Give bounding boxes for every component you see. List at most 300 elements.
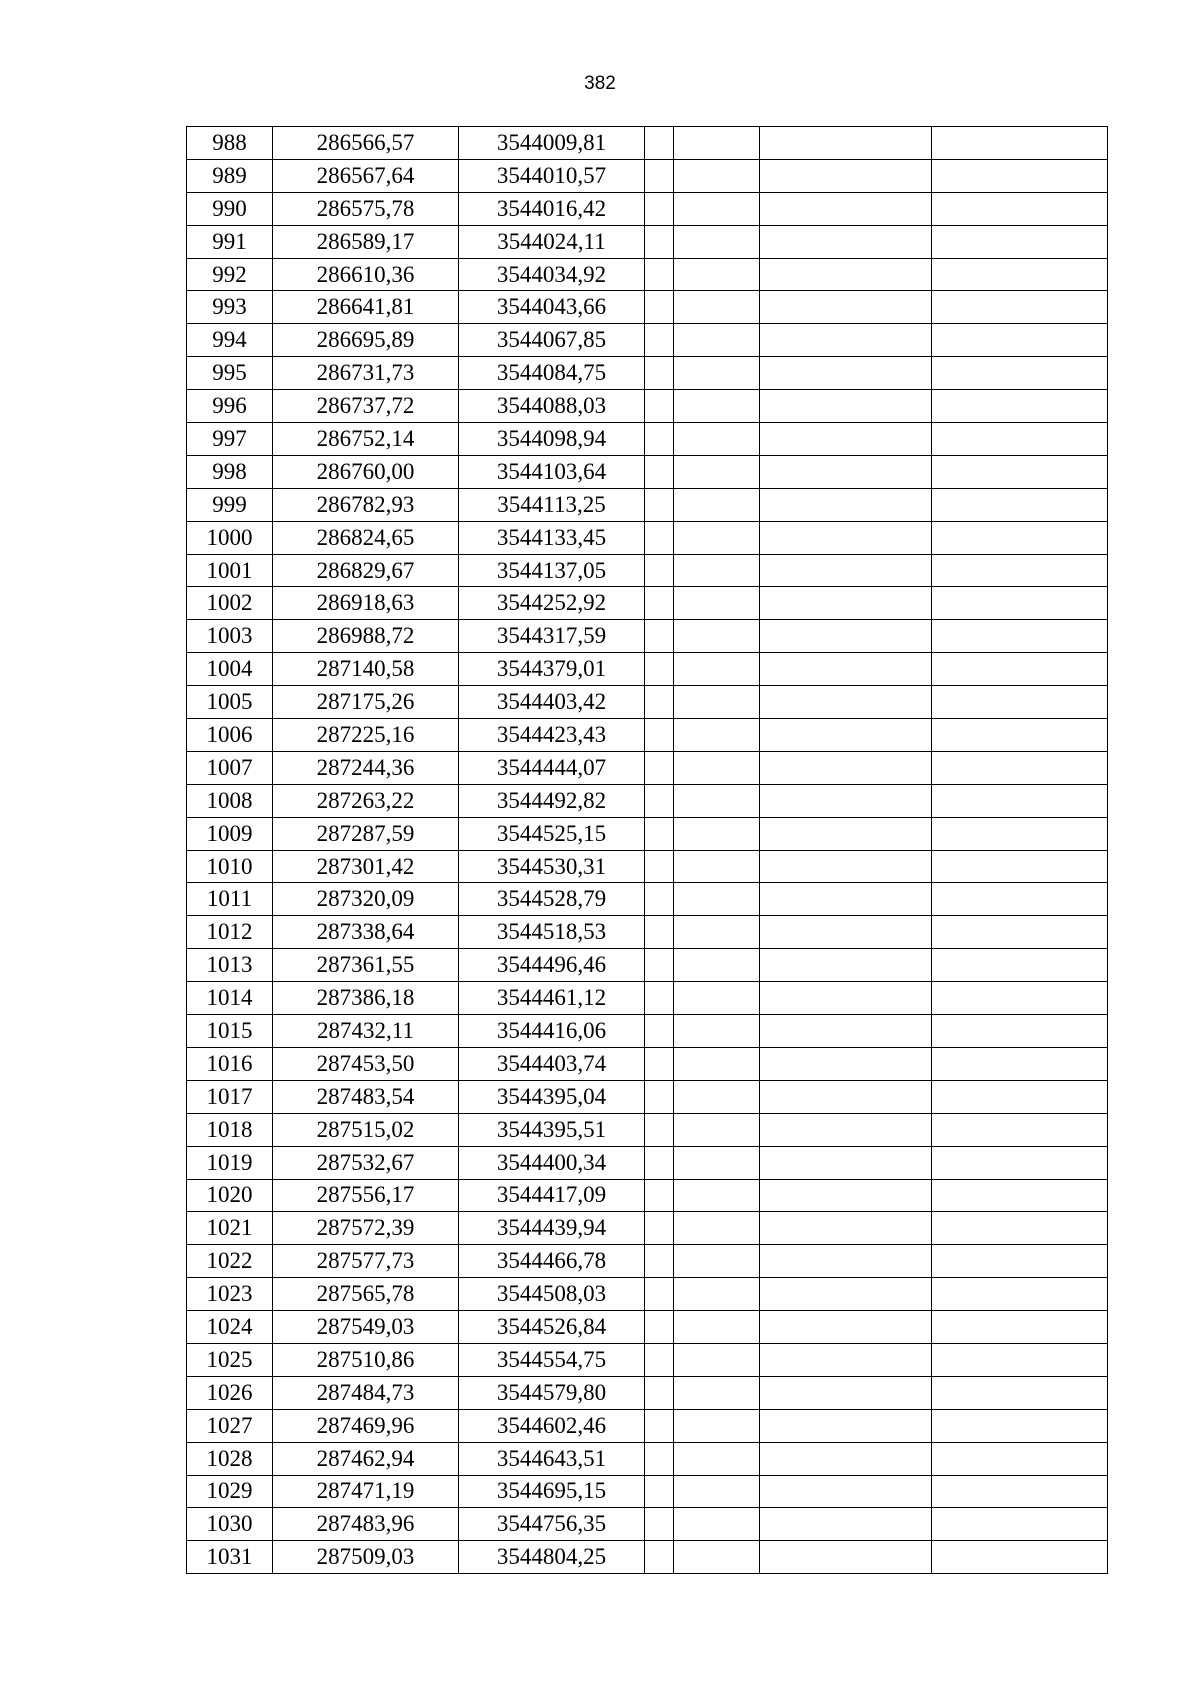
- empty-cell: [760, 1508, 932, 1541]
- empty-cell: [932, 455, 1108, 488]
- empty-cell: [645, 225, 674, 258]
- point-number-cell: 1015: [187, 1015, 273, 1048]
- empty-cell: [645, 1080, 674, 1113]
- table-row: [187, 883, 1108, 916]
- x-coordinate-cell: 287175,26: [273, 686, 459, 719]
- point-number-cell: 1026: [187, 1376, 273, 1409]
- point-number-cell: 990: [187, 192, 273, 225]
- empty-cell: [645, 1311, 674, 1344]
- empty-cell: [645, 686, 674, 719]
- empty-cell: [645, 1146, 674, 1179]
- empty-cell: [932, 587, 1108, 620]
- empty-cell: [760, 751, 932, 784]
- empty-cell: [674, 127, 760, 160]
- empty-cell: [674, 719, 760, 752]
- empty-cell: [760, 521, 932, 554]
- y-coordinate-cell: 3544088,03: [459, 390, 645, 423]
- empty-cell: [760, 455, 932, 488]
- empty-cell: [932, 1343, 1108, 1376]
- empty-cell: [645, 324, 674, 357]
- empty-cell: [674, 159, 760, 192]
- empty-cell: [932, 751, 1108, 784]
- empty-cell: [674, 1278, 760, 1311]
- table-row: [187, 1343, 1108, 1376]
- empty-cell: [645, 620, 674, 653]
- empty-cell: [932, 1311, 1108, 1344]
- empty-cell: [674, 390, 760, 423]
- empty-cell: [932, 324, 1108, 357]
- empty-cell: [674, 817, 760, 850]
- table-row: [187, 1015, 1108, 1048]
- page-number: 382: [584, 73, 616, 94]
- x-coordinate-cell: 287483,54: [273, 1080, 459, 1113]
- point-number-cell: 1012: [187, 916, 273, 949]
- table-row: [187, 488, 1108, 521]
- x-coordinate-cell: 286567,64: [273, 159, 459, 192]
- table-row: [187, 192, 1108, 225]
- y-coordinate-cell: 3544439,94: [459, 1212, 645, 1245]
- x-coordinate-cell: 286824,65: [273, 521, 459, 554]
- table-row: [187, 784, 1108, 817]
- point-number-cell: 993: [187, 291, 273, 324]
- y-coordinate-cell: 3544395,51: [459, 1113, 645, 1146]
- empty-cell: [645, 423, 674, 456]
- y-coordinate-cell: 3544024,11: [459, 225, 645, 258]
- empty-cell: [645, 817, 674, 850]
- empty-cell: [760, 1311, 932, 1344]
- empty-cell: [932, 1080, 1108, 1113]
- point-number-cell: 997: [187, 423, 273, 456]
- table-row: [187, 1179, 1108, 1212]
- point-number-cell: 1004: [187, 653, 273, 686]
- empty-cell: [645, 291, 674, 324]
- empty-cell: [674, 653, 760, 686]
- empty-cell: [932, 620, 1108, 653]
- x-coordinate-cell: 287565,78: [273, 1278, 459, 1311]
- empty-cell: [932, 1409, 1108, 1442]
- x-coordinate-cell: 286782,93: [273, 488, 459, 521]
- empty-cell: [645, 949, 674, 982]
- table-row: [187, 1245, 1108, 1278]
- y-coordinate-cell: 3544528,79: [459, 883, 645, 916]
- x-coordinate-cell: 286752,14: [273, 423, 459, 456]
- table-row: [187, 291, 1108, 324]
- empty-cell: [760, 390, 932, 423]
- empty-cell: [674, 291, 760, 324]
- x-coordinate-cell: 287140,58: [273, 653, 459, 686]
- y-coordinate-cell: 3544137,05: [459, 554, 645, 587]
- point-number-cell: 1022: [187, 1245, 273, 1278]
- empty-cell: [674, 587, 760, 620]
- empty-cell: [674, 423, 760, 456]
- empty-cell: [645, 916, 674, 949]
- y-coordinate-cell: 3544010,57: [459, 159, 645, 192]
- empty-cell: [760, 324, 932, 357]
- empty-cell: [674, 258, 760, 291]
- x-coordinate-cell: 286589,17: [273, 225, 459, 258]
- empty-cell: [932, 521, 1108, 554]
- y-coordinate-cell: 3544133,45: [459, 521, 645, 554]
- x-coordinate-cell: 287483,96: [273, 1508, 459, 1541]
- empty-cell: [674, 192, 760, 225]
- table-row: [187, 455, 1108, 488]
- point-number-cell: 1010: [187, 850, 273, 883]
- empty-cell: [645, 159, 674, 192]
- x-coordinate-cell: 286918,63: [273, 587, 459, 620]
- y-coordinate-cell: 3544252,92: [459, 587, 645, 620]
- x-coordinate-cell: 287577,73: [273, 1245, 459, 1278]
- empty-cell: [760, 1179, 932, 1212]
- empty-cell: [932, 423, 1108, 456]
- empty-cell: [932, 1278, 1108, 1311]
- y-coordinate-cell: 3544009,81: [459, 127, 645, 160]
- y-coordinate-cell: 3544554,75: [459, 1343, 645, 1376]
- empty-cell: [760, 784, 932, 817]
- empty-cell: [760, 949, 932, 982]
- empty-cell: [760, 653, 932, 686]
- table-row: [187, 1475, 1108, 1508]
- point-number-cell: 991: [187, 225, 273, 258]
- empty-cell: [645, 1113, 674, 1146]
- table-row: [187, 587, 1108, 620]
- point-number-cell: 996: [187, 390, 273, 423]
- empty-cell: [932, 357, 1108, 390]
- empty-cell: [760, 719, 932, 752]
- empty-cell: [645, 455, 674, 488]
- empty-cell: [674, 1047, 760, 1080]
- empty-cell: [760, 1409, 932, 1442]
- empty-cell: [932, 1113, 1108, 1146]
- empty-cell: [760, 850, 932, 883]
- y-coordinate-cell: 3544530,31: [459, 850, 645, 883]
- empty-cell: [674, 1146, 760, 1179]
- empty-cell: [932, 1212, 1108, 1245]
- coordinates-table-body: [187, 127, 1108, 1574]
- empty-cell: [645, 1047, 674, 1080]
- y-coordinate-cell: 3544403,42: [459, 686, 645, 719]
- empty-cell: [674, 1015, 760, 1048]
- point-number-cell: 1021: [187, 1212, 273, 1245]
- empty-cell: [674, 883, 760, 916]
- y-coordinate-cell: 3544043,66: [459, 291, 645, 324]
- table-row: [187, 719, 1108, 752]
- empty-cell: [645, 488, 674, 521]
- empty-cell: [674, 850, 760, 883]
- x-coordinate-cell: 286610,36: [273, 258, 459, 291]
- table-row: [187, 1212, 1108, 1245]
- empty-cell: [760, 291, 932, 324]
- x-coordinate-cell: 287549,03: [273, 1311, 459, 1344]
- x-coordinate-cell: 286988,72: [273, 620, 459, 653]
- point-number-cell: 988: [187, 127, 273, 160]
- empty-cell: [932, 488, 1108, 521]
- point-number-cell: 1028: [187, 1442, 273, 1475]
- point-number-cell: 1009: [187, 817, 273, 850]
- table-row: [187, 258, 1108, 291]
- empty-cell: [760, 817, 932, 850]
- empty-cell: [674, 1409, 760, 1442]
- empty-cell: [760, 423, 932, 456]
- table-row: [187, 1278, 1108, 1311]
- empty-cell: [674, 620, 760, 653]
- empty-cell: [760, 620, 932, 653]
- point-number-cell: 1003: [187, 620, 273, 653]
- x-coordinate-cell: 287287,59: [273, 817, 459, 850]
- x-coordinate-cell: 287386,18: [273, 982, 459, 1015]
- empty-cell: [645, 883, 674, 916]
- empty-cell: [932, 916, 1108, 949]
- empty-cell: [645, 1343, 674, 1376]
- empty-cell: [674, 488, 760, 521]
- empty-cell: [932, 291, 1108, 324]
- x-coordinate-cell: 287453,50: [273, 1047, 459, 1080]
- x-coordinate-cell: 287263,22: [273, 784, 459, 817]
- x-coordinate-cell: 287556,17: [273, 1179, 459, 1212]
- table-row: [187, 620, 1108, 653]
- y-coordinate-cell: 3544379,01: [459, 653, 645, 686]
- y-coordinate-cell: 3544417,09: [459, 1179, 645, 1212]
- empty-cell: [932, 192, 1108, 225]
- x-coordinate-cell: 287532,67: [273, 1146, 459, 1179]
- empty-cell: [932, 1541, 1108, 1574]
- empty-cell: [760, 587, 932, 620]
- empty-cell: [932, 1245, 1108, 1278]
- y-coordinate-cell: 3544695,15: [459, 1475, 645, 1508]
- empty-cell: [760, 554, 932, 587]
- y-coordinate-cell: 3544067,85: [459, 324, 645, 357]
- empty-cell: [674, 949, 760, 982]
- x-coordinate-cell: 286641,81: [273, 291, 459, 324]
- point-number-cell: 1005: [187, 686, 273, 719]
- x-coordinate-cell: 286566,57: [273, 127, 459, 160]
- empty-cell: [932, 949, 1108, 982]
- empty-cell: [932, 1047, 1108, 1080]
- empty-cell: [932, 883, 1108, 916]
- point-number-cell: 995: [187, 357, 273, 390]
- table-row: [187, 653, 1108, 686]
- y-coordinate-cell: 3544466,78: [459, 1245, 645, 1278]
- empty-cell: [645, 653, 674, 686]
- empty-cell: [674, 751, 760, 784]
- point-number-cell: 1014: [187, 982, 273, 1015]
- table-row: [187, 390, 1108, 423]
- empty-cell: [674, 1212, 760, 1245]
- empty-cell: [760, 225, 932, 258]
- table-row: [187, 916, 1108, 949]
- empty-cell: [760, 258, 932, 291]
- empty-cell: [760, 1541, 932, 1574]
- point-number-cell: 1023: [187, 1278, 273, 1311]
- table-row: [187, 1146, 1108, 1179]
- empty-cell: [932, 1442, 1108, 1475]
- y-coordinate-cell: 3544113,25: [459, 488, 645, 521]
- empty-cell: [674, 784, 760, 817]
- empty-cell: [674, 1475, 760, 1508]
- point-number-cell: 989: [187, 159, 273, 192]
- empty-cell: [674, 357, 760, 390]
- point-number-cell: 1007: [187, 751, 273, 784]
- y-coordinate-cell: 3544756,35: [459, 1508, 645, 1541]
- y-coordinate-cell: 3544496,46: [459, 949, 645, 982]
- point-number-cell: 1030: [187, 1508, 273, 1541]
- table-row: [187, 554, 1108, 587]
- empty-cell: [674, 982, 760, 1015]
- empty-cell: [760, 686, 932, 719]
- empty-cell: [932, 686, 1108, 719]
- y-coordinate-cell: 3544416,06: [459, 1015, 645, 1048]
- empty-cell: [932, 554, 1108, 587]
- point-number-cell: 1019: [187, 1146, 273, 1179]
- y-coordinate-cell: 3544016,42: [459, 192, 645, 225]
- x-coordinate-cell: 286695,89: [273, 324, 459, 357]
- empty-cell: [645, 258, 674, 291]
- empty-cell: [645, 1541, 674, 1574]
- empty-cell: [674, 1311, 760, 1344]
- y-coordinate-cell: 3544525,15: [459, 817, 645, 850]
- empty-cell: [932, 817, 1108, 850]
- table-row: [187, 159, 1108, 192]
- table-row: [187, 1508, 1108, 1541]
- point-number-cell: 1018: [187, 1113, 273, 1146]
- x-coordinate-cell: 287361,55: [273, 949, 459, 982]
- point-number-cell: 1000: [187, 521, 273, 554]
- table-row: [187, 1080, 1108, 1113]
- y-coordinate-cell: 3544602,46: [459, 1409, 645, 1442]
- empty-cell: [932, 1475, 1108, 1508]
- x-coordinate-cell: 287509,03: [273, 1541, 459, 1574]
- table-row: [187, 751, 1108, 784]
- point-number-cell: 1025: [187, 1343, 273, 1376]
- x-coordinate-cell: 287338,64: [273, 916, 459, 949]
- x-coordinate-cell: 286760,00: [273, 455, 459, 488]
- empty-cell: [932, 159, 1108, 192]
- point-number-cell: 1008: [187, 784, 273, 817]
- empty-cell: [645, 357, 674, 390]
- empty-cell: [645, 192, 674, 225]
- empty-cell: [932, 850, 1108, 883]
- empty-cell: [932, 1146, 1108, 1179]
- empty-cell: [674, 1376, 760, 1409]
- empty-cell: [674, 1179, 760, 1212]
- x-coordinate-cell: 287484,73: [273, 1376, 459, 1409]
- empty-cell: [674, 225, 760, 258]
- y-coordinate-cell: 3544526,84: [459, 1311, 645, 1344]
- x-coordinate-cell: 287320,09: [273, 883, 459, 916]
- empty-cell: [760, 1047, 932, 1080]
- point-number-cell: 1031: [187, 1541, 273, 1574]
- y-coordinate-cell: 3544643,51: [459, 1442, 645, 1475]
- point-number-cell: 1020: [187, 1179, 273, 1212]
- empty-cell: [760, 1146, 932, 1179]
- empty-cell: [645, 850, 674, 883]
- coordinates-table: [186, 126, 1108, 1574]
- point-number-cell: 999: [187, 488, 273, 521]
- empty-cell: [674, 1541, 760, 1574]
- y-coordinate-cell: 3544103,64: [459, 455, 645, 488]
- empty-cell: [645, 1212, 674, 1245]
- x-coordinate-cell: 287462,94: [273, 1442, 459, 1475]
- point-number-cell: 994: [187, 324, 273, 357]
- point-number-cell: 1001: [187, 554, 273, 587]
- point-number-cell: 1027: [187, 1409, 273, 1442]
- empty-cell: [932, 225, 1108, 258]
- table-row: [187, 686, 1108, 719]
- empty-cell: [645, 1376, 674, 1409]
- empty-cell: [645, 127, 674, 160]
- table-row: [187, 1541, 1108, 1574]
- table-row: [187, 127, 1108, 160]
- x-coordinate-cell: 286829,67: [273, 554, 459, 587]
- y-coordinate-cell: 3544400,34: [459, 1146, 645, 1179]
- empty-cell: [645, 1278, 674, 1311]
- table-row: [187, 225, 1108, 258]
- empty-cell: [932, 1508, 1108, 1541]
- empty-cell: [760, 1278, 932, 1311]
- empty-cell: [760, 1376, 932, 1409]
- empty-cell: [674, 1245, 760, 1278]
- table-row: [187, 324, 1108, 357]
- table-row: [187, 1409, 1108, 1442]
- point-number-cell: 1013: [187, 949, 273, 982]
- x-coordinate-cell: 286731,73: [273, 357, 459, 390]
- y-coordinate-cell: 3544461,12: [459, 982, 645, 1015]
- empty-cell: [932, 653, 1108, 686]
- point-number-cell: 1016: [187, 1047, 273, 1080]
- point-number-cell: 1017: [187, 1080, 273, 1113]
- empty-cell: [760, 192, 932, 225]
- empty-cell: [645, 784, 674, 817]
- empty-cell: [760, 1080, 932, 1113]
- y-coordinate-cell: 3544579,80: [459, 1376, 645, 1409]
- empty-cell: [932, 1179, 1108, 1212]
- empty-cell: [674, 455, 760, 488]
- table-row: [187, 357, 1108, 390]
- empty-cell: [760, 357, 932, 390]
- point-number-cell: 1029: [187, 1475, 273, 1508]
- empty-cell: [674, 1442, 760, 1475]
- table-row: [187, 949, 1108, 982]
- empty-cell: [645, 719, 674, 752]
- empty-cell: [760, 1442, 932, 1475]
- y-coordinate-cell: 3544508,03: [459, 1278, 645, 1311]
- point-number-cell: 1024: [187, 1311, 273, 1344]
- empty-cell: [645, 982, 674, 1015]
- y-coordinate-cell: 3544395,04: [459, 1080, 645, 1113]
- point-number-cell: 992: [187, 258, 273, 291]
- empty-cell: [674, 686, 760, 719]
- empty-cell: [760, 159, 932, 192]
- table-row: [187, 1047, 1108, 1080]
- empty-cell: [645, 1508, 674, 1541]
- point-number-cell: 998: [187, 455, 273, 488]
- empty-cell: [674, 1508, 760, 1541]
- empty-cell: [760, 1343, 932, 1376]
- empty-cell: [674, 1343, 760, 1376]
- table-row: [187, 850, 1108, 883]
- table-row: [187, 982, 1108, 1015]
- empty-cell: [645, 1409, 674, 1442]
- empty-cell: [674, 1113, 760, 1146]
- x-coordinate-cell: 287572,39: [273, 1212, 459, 1245]
- empty-cell: [760, 1015, 932, 1048]
- empty-cell: [932, 1015, 1108, 1048]
- empty-cell: [645, 1245, 674, 1278]
- x-coordinate-cell: 287510,86: [273, 1343, 459, 1376]
- empty-cell: [674, 521, 760, 554]
- table-row: [187, 1311, 1108, 1344]
- empty-cell: [645, 587, 674, 620]
- table-row: [187, 521, 1108, 554]
